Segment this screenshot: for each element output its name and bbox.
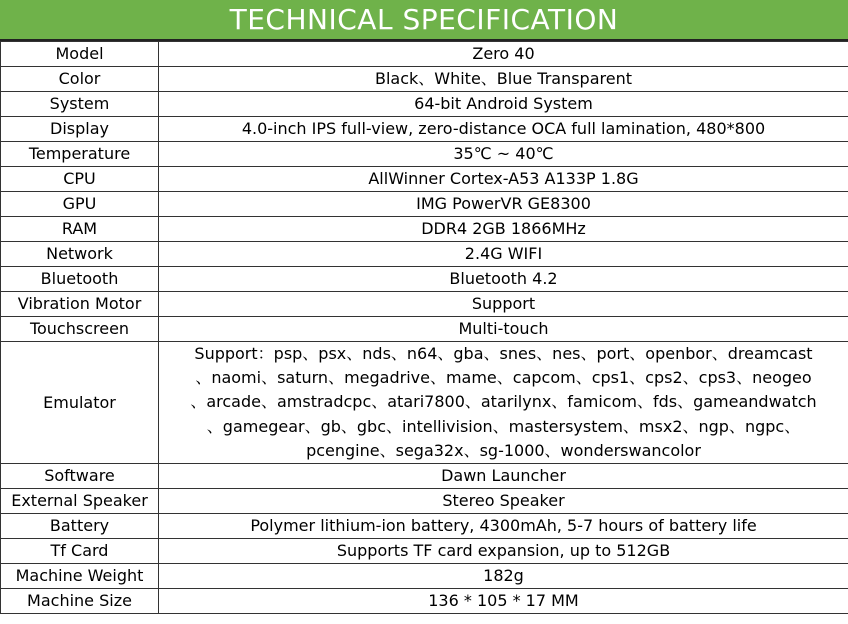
emulator-line: 、arcade、amstradcpc、atari7800、atarilynx、famicom、fds、gameandwatch [190, 392, 817, 412]
spec-row-software [1, 464, 848, 489]
spec-label: Color [1, 67, 159, 92]
emulator-line: 、naomi、saturn、megadrive、mame、capcom、cps1、cps2、cps3、neogeo [195, 368, 812, 388]
spec-label: Bluetooth [1, 267, 159, 292]
spec-label: Vibration Motor [1, 292, 159, 317]
page-title: TECHNICAL SPECIFICATION [229, 3, 619, 36]
spec-value: 64-bit Android System [159, 92, 848, 117]
spec-label: GPU [1, 192, 159, 217]
spec-row-battery [1, 514, 848, 539]
spec-value: 2.4G WIFI [159, 242, 848, 267]
spec-row-system [1, 92, 848, 117]
spec-row-cpu [1, 167, 848, 192]
spec-value: Supports TF card expansion, up to 512GB [159, 539, 848, 564]
spec-row-ram [1, 217, 848, 242]
spec-value: 35℃ ~ 40℃ [159, 142, 848, 167]
spec-row-temperature [1, 142, 848, 167]
spec-label: Software [1, 464, 159, 489]
spec-row-tf-card [1, 539, 848, 564]
spec-value: IMG PowerVR GE8300 [159, 192, 848, 217]
spec-label: Emulator [1, 342, 159, 464]
spec-label: Machine Weight [1, 564, 159, 589]
spec-value: 4.0-inch IPS full-view, zero-distance OCA full lamination, 480*800 [159, 117, 848, 142]
spec-label: CPU [1, 167, 159, 192]
emulator-support-list [159, 342, 848, 464]
spec-row-machine-weight [1, 564, 848, 589]
spec-value: AllWinner Cortex-A53 A133P 1.8G [159, 167, 848, 192]
spec-row-touchscreen [1, 317, 848, 342]
spec-table-body [1, 42, 848, 614]
emulator-line: Support：psp、psx、nds、n64、gba、snes、nes、port、openbor、dreamcast [194, 344, 813, 363]
spec-value: Zero 40 [159, 42, 848, 67]
spec-label: Tf Card [1, 539, 159, 564]
spec-value: 182g [159, 564, 848, 589]
spec-value: Dawn Launcher [159, 464, 848, 489]
title-banner [0, 0, 848, 41]
spec-row-display [1, 117, 848, 142]
spec-label: Display [1, 117, 159, 142]
spec-value: Black、White、Blue Transparent [159, 67, 848, 92]
spec-row-color [1, 67, 848, 92]
spec-label: Battery [1, 514, 159, 539]
spec-row-vibration-motor [1, 292, 848, 317]
spec-label: RAM [1, 217, 159, 242]
spec-label: System [1, 92, 159, 117]
spec-value: Stereo Speaker [159, 489, 848, 514]
spec-row-model [1, 42, 848, 67]
spec-label: Network [1, 242, 159, 267]
spec-label: Touchscreen [1, 317, 159, 342]
spec-row-emulator [1, 342, 848, 464]
spec-value: Multi-touch [159, 317, 848, 342]
spec-row-gpu [1, 192, 848, 217]
spec-label: Machine Size [1, 589, 159, 614]
spec-row-external-speaker [1, 489, 848, 514]
spec-label: External Speaker [1, 489, 159, 514]
spec-value: Support [159, 292, 848, 317]
spec-row-network [1, 242, 848, 267]
spec-table [0, 41, 848, 614]
spec-value: 136 * 105 * 17 MM [159, 589, 848, 614]
spec-row-bluetooth [1, 267, 848, 292]
spec-value: Polymer lithium-ion battery, 4300mAh, 5-7 hours of battery life [159, 514, 848, 539]
emulator-line: pcengine、sega32x、sg-1000、wonderswancolor [306, 440, 701, 460]
spec-label: Model [1, 42, 159, 67]
spec-label: Temperature [1, 142, 159, 167]
emulator-line: 、gamegear、gb、gbc、intellivision、mastersystem、msx2、ngp、ngpc、 [206, 416, 801, 436]
spec-row-machine-size [1, 589, 848, 614]
spec-value: DDR4 2GB 1866MHz [159, 217, 848, 242]
spec-value: Bluetooth 4.2 [159, 267, 848, 292]
